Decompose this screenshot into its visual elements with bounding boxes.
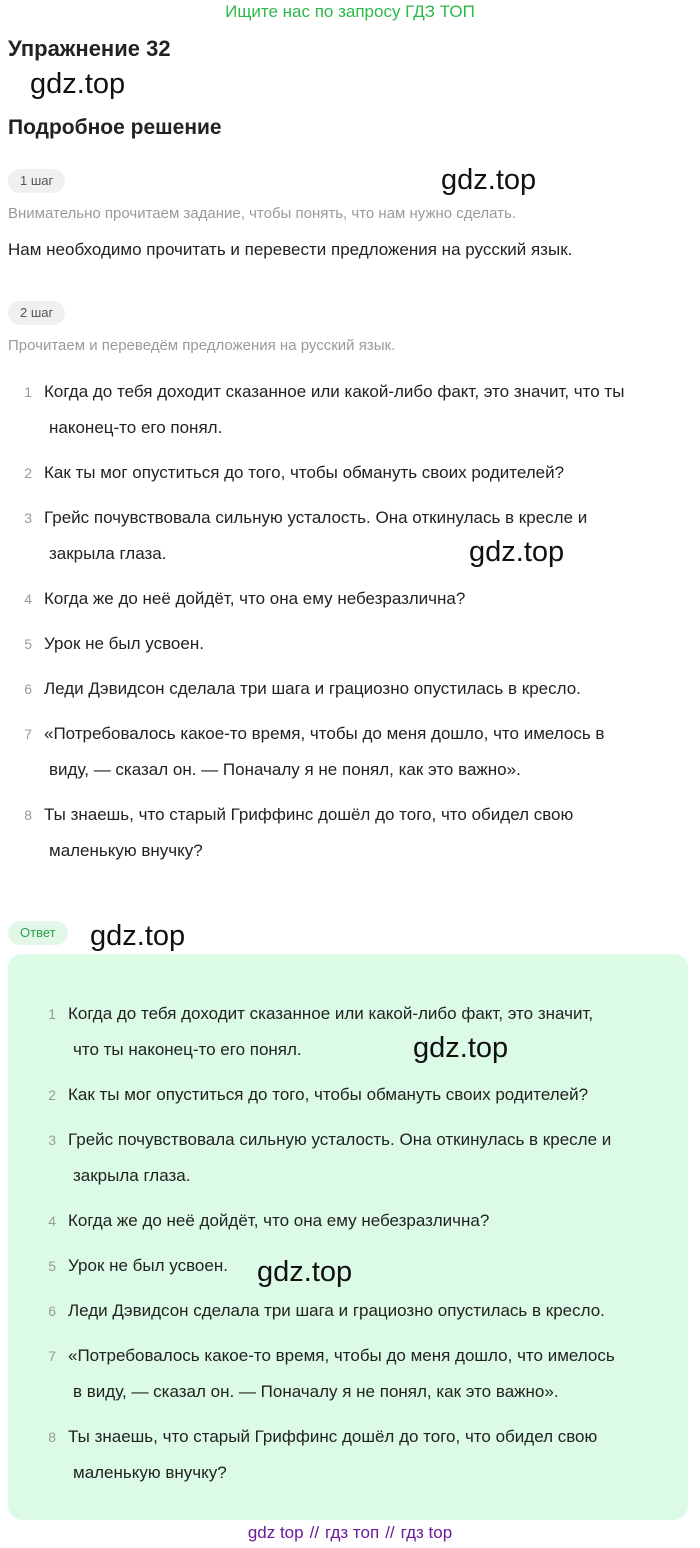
- item-number: 6: [48, 1303, 56, 1319]
- item-text-line-2: закрыла глаза.: [73, 1166, 191, 1185]
- item-text-line-1: Когда же до неё дойдёт, что она ему небезразлична?: [44, 589, 466, 608]
- footer-link-2[interactable]: гдз топ: [325, 1523, 380, 1542]
- item-text-line-2: маленькую внучку?: [73, 1463, 227, 1482]
- item-number: 4: [24, 591, 32, 607]
- item-number: 6: [24, 681, 32, 697]
- item-text-line-2: виду, — сказал он. — Поначалу я не понял, как это важно».: [49, 760, 521, 779]
- item-text-line-1: Когда же до неё дойдёт, что она ему небезразлична?: [68, 1211, 490, 1230]
- watermark: gdz.top: [257, 1256, 353, 1288]
- footer-separator: //: [385, 1523, 395, 1542]
- item-text-line-2: закрыла глаза.: [49, 544, 167, 563]
- item-text-line-2: что ты наконец-то его понял.: [73, 1040, 302, 1059]
- item-number: 5: [48, 1258, 56, 1274]
- item-text-line-1: Грейс почувствовала сильную усталость. Она откинулась в кресле и: [44, 508, 588, 527]
- item-number: 8: [24, 807, 32, 823]
- item-number: 7: [24, 726, 32, 742]
- item-text-line-1: Как ты мог опуститься до того, чтобы обмануть своих родителей?: [68, 1085, 589, 1104]
- item-text-line-1: Когда до тебя доходит сказанное или какой-либо факт, это значит,: [68, 1004, 594, 1023]
- step-2-hint: Прочитаем и переведём предложения на русский язык.: [8, 337, 396, 354]
- item-text-line-1: Ты знаешь, что старый Гриффинс дошёл до того, что обидел свою: [68, 1427, 598, 1446]
- step-1-badge: 1 шаг: [8, 169, 65, 193]
- item-text-line-1: Урок не был усвоен.: [68, 1256, 228, 1275]
- footer-links: [0, 1523, 700, 1543]
- answer-badge: Ответ: [8, 921, 68, 945]
- step-1-hint: Внимательно прочитаем задание, чтобы понять, что нам нужно сделать.: [8, 205, 517, 222]
- item-text-line-2: маленькую внучку?: [49, 841, 203, 860]
- watermark: gdz.top: [413, 1032, 509, 1064]
- item-text-line-1: Ты знаешь, что старый Гриффинс дошёл до того, что обидел свою: [44, 805, 574, 824]
- watermark: gdz.top: [469, 536, 565, 568]
- item-number: 3: [24, 510, 32, 526]
- step-1-text: Нам необходимо прочитать и перевести предложения на русский язык.: [8, 240, 573, 259]
- item-text-line-1: Леди Дэвидсон сделала три шага и грациозно опустилась в кресло.: [44, 679, 581, 698]
- item-text-line-1: Урок не был усвоен.: [44, 634, 204, 653]
- item-number: 5: [24, 636, 32, 652]
- exercise-title: Упражнение 32: [8, 36, 171, 61]
- item-text-line-1: Леди Дэвидсон сделала три шага и грациозно опустилась в кресло.: [68, 1301, 605, 1320]
- item-number: 1: [24, 384, 32, 400]
- item-text-line-2: наконец-то его понял.: [49, 418, 223, 437]
- footer-link-1[interactable]: gdz top: [247, 1523, 304, 1542]
- item-number: 2: [48, 1087, 56, 1103]
- item-number: 4: [48, 1213, 56, 1229]
- promo-banner[interactable]: Ищите нас по запросу ГДЗ ТОП: [225, 2, 475, 21]
- watermark: gdz.top: [441, 164, 537, 196]
- item-number: 7: [48, 1348, 56, 1364]
- item-text-line-2: в виду, — сказал он. — Поначалу я не понял, как это важно».: [73, 1382, 559, 1401]
- item-text-line-1: Как ты мог опуститься до того, чтобы обмануть своих родителей?: [44, 463, 565, 482]
- item-number: 3: [48, 1132, 56, 1148]
- watermark: gdz.top: [30, 68, 126, 100]
- item-text-line-1: «Потребовалось какое-то время, чтобы до меня дошло, что имелось в: [44, 724, 605, 743]
- item-text-line-1: Грейс почувствовала сильную усталость. Она откинулась в кресле и: [68, 1130, 612, 1149]
- footer-separator: //: [309, 1523, 320, 1542]
- item-text-line-1: Когда до тебя доходит сказанное или какой-либо факт, это значит, что ты: [44, 382, 625, 401]
- item-number: 2: [24, 465, 32, 481]
- solution-title: Подробное решение: [8, 116, 222, 139]
- item-number: 1: [48, 1006, 56, 1022]
- step-2-badge: 2 шаг: [8, 301, 65, 325]
- item-text-line-1: «Потребовалось какое-то время, чтобы до меня дошло, что имелось: [68, 1346, 615, 1365]
- footer-link-3[interactable]: гдз top: [400, 1523, 453, 1542]
- watermark: gdz.top: [90, 920, 186, 952]
- item-number: 8: [48, 1429, 56, 1445]
